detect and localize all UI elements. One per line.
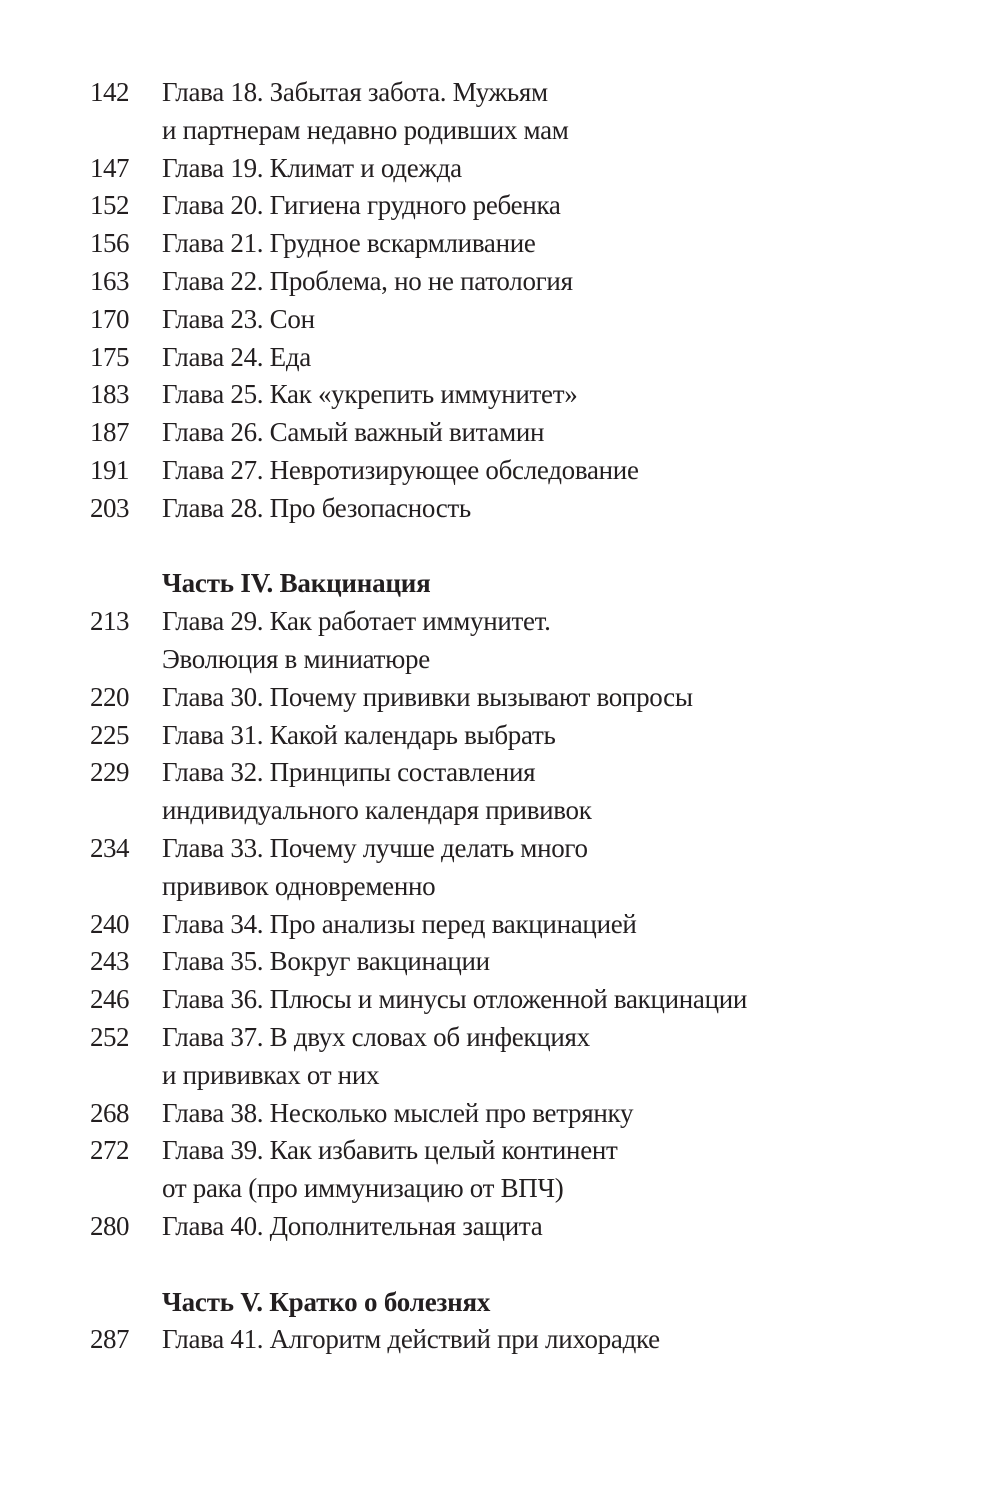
chapter-title: Глава 38. Несколько мыслей про ветрянку [162,1097,634,1128]
section-spacer [0,528,1000,566]
page-number: 272 [90,1135,129,1166]
toc-entry-chapter-29[interactable] [0,603,1000,679]
toc-entry-chapter-19[interactable] [0,150,1000,188]
toc-entry-chapter-39[interactable] [0,1132,1000,1208]
chapter-title: Глава 26. Самый важный витамин [162,417,545,448]
page-number: 240 [90,908,129,939]
chapter-title: Глава 27. Невротизирующее обследование [162,454,639,485]
chapter-title: Глава 34. Про анализы перед вакцинацией [162,908,637,939]
toc-entry-chapter-31[interactable] [0,717,1000,755]
page-number: 142 [90,77,129,107]
page-number: 170 [90,303,129,334]
page-number: 287 [90,1324,129,1355]
chapter-title: Глава 18. Забытая забота. Мужьям [162,77,548,107]
page-number: 268 [90,1097,129,1128]
toc-entry-chapter-24[interactable] [0,339,1000,377]
chapter-title: Глава 31. Какой календарь выбрать [162,719,556,750]
toc-entry-chapter-25[interactable] [0,376,1000,414]
toc-entry-chapter-37[interactable] [0,1019,1000,1095]
chapter-title: Глава 39. Как избавить целый континент [162,1135,618,1166]
page-number: 183 [90,379,129,410]
page-number: 147 [90,152,129,183]
chapter-title: Глава 29. Как работает иммунитет. [162,606,551,637]
toc-entry-chapter-41[interactable] [0,1321,1000,1359]
chapter-title-continuation: прививок одновременно [162,870,436,901]
toc-entry-chapter-33[interactable] [0,830,1000,906]
chapter-title: Глава 40. Дополнительная защита [162,1210,543,1241]
toc-entry-chapter-18[interactable] [0,74,1000,150]
page-number: 220 [90,681,129,712]
chapter-title-continuation: и прививках от них [162,1059,380,1090]
toc-entry-chapter-21[interactable] [0,225,1000,263]
toc-part-heading-v[interactable] [0,1284,1000,1322]
toc-part-heading-iv[interactable] [0,565,1000,603]
toc-entry-chapter-36[interactable] [0,981,1000,1019]
chapter-title: Глава 22. Проблема, но не патология [162,265,573,296]
chapter-title: Глава 35. Вокруг вакцинации [162,946,490,977]
page-number: 243 [90,946,129,977]
page-number: 175 [90,341,129,372]
page-number: 213 [90,606,129,637]
chapter-title: Глава 25. Как «укрепить иммунитет» [162,379,578,410]
page-number: 191 [90,454,129,485]
page-number: 234 [90,832,129,863]
toc-entry-chapter-34[interactable] [0,906,1000,944]
chapter-title: Глава 37. В двух словах об инфекциях [162,1021,590,1052]
chapter-title-continuation: Эволюция в миниатюре [162,643,430,674]
chapter-title: Глава 30. Почему прививки вызывают вопросы [162,681,693,712]
toc-entry-chapter-23[interactable] [0,301,1000,339]
chapter-title: Глава 19. Климат и одежда [162,152,462,183]
part-title: Часть V. Кратко о болезнях [162,1286,491,1317]
page-number: 163 [90,265,129,296]
page-number: 156 [90,228,129,259]
chapter-title: Глава 28. Про безопасность [162,492,471,523]
page-number: 252 [90,1021,129,1052]
toc-entry-chapter-22[interactable] [0,263,1000,301]
toc-entry-chapter-27[interactable] [0,452,1000,490]
page-number: 187 [90,417,129,448]
chapter-title-continuation: индивидуального календаря прививок [162,795,592,826]
toc-entry-chapter-30[interactable] [0,679,1000,717]
chapter-title: Глава 23. Сон [162,303,315,334]
chapter-title: Глава 20. Гигиена грудного ребенка [162,190,561,221]
toc-entry-chapter-40[interactable] [0,1208,1000,1246]
chapter-title: Глава 41. Алгоритм действий при лихорадке [162,1324,660,1355]
part-title: Часть IV. Вакцинация [162,568,431,599]
table-of-contents [0,74,1000,1359]
toc-entry-chapter-35[interactable] [0,943,1000,981]
toc-entry-chapter-28[interactable] [0,490,1000,528]
toc-entry-chapter-32[interactable] [0,754,1000,830]
chapter-title: Глава 24. Еда [162,341,311,372]
page-number: 203 [90,492,129,523]
page-number: 152 [90,190,129,221]
chapter-title: Глава 32. Принципы составления [162,757,536,788]
page-number: 280 [90,1210,129,1241]
page-number: 225 [90,719,129,750]
chapter-title-continuation: и партнерам недавно родивших мам [162,114,569,145]
toc-entry-chapter-38[interactable] [0,1095,1000,1133]
page-number: 229 [90,757,129,788]
page-number: 246 [90,984,129,1015]
toc-entry-chapter-20[interactable] [0,187,1000,225]
chapter-title: Глава 36. Плюсы и минусы отложенной вакцинации [162,984,748,1015]
chapter-title-continuation: от рака (про иммунизацию от ВПЧ) [162,1173,564,1204]
chapter-title: Глава 33. Почему лучше делать много [162,832,588,863]
toc-entry-chapter-26[interactable] [0,414,1000,452]
chapter-title: Глава 21. Грудное вскармливание [162,228,536,259]
section-spacer [0,1246,1000,1284]
